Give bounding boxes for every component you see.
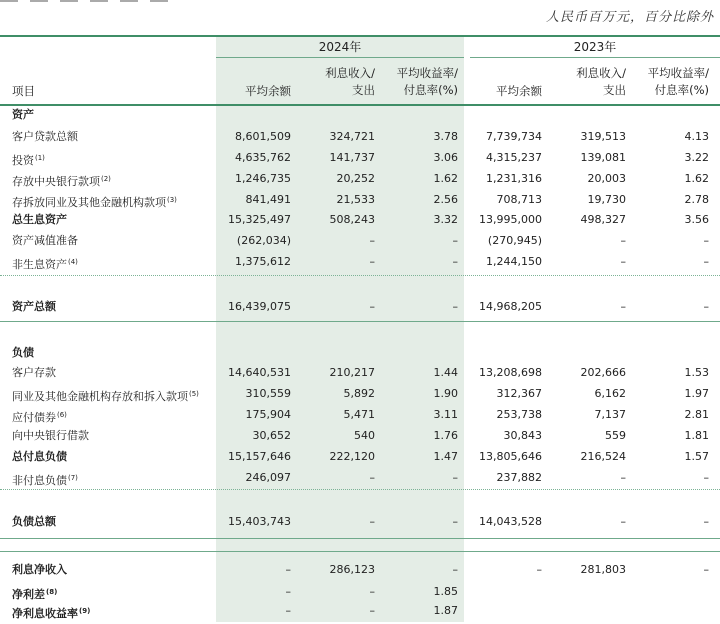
row-label: [12, 512, 56, 532]
cell-interest-2024: –: [369, 585, 375, 598]
cell-interest-2024: –: [369, 300, 375, 313]
footnote-marker: (7): [68, 474, 78, 482]
cell-yield-2023: –: [703, 255, 709, 268]
row-label: [12, 468, 78, 491]
cell-avg-balance-2023: 7,739,734: [486, 130, 542, 143]
row-label-text: 客户贷款总额: [12, 130, 78, 143]
cell-yield-2024: 1.85: [433, 585, 458, 598]
rule-before-net-interest: [0, 551, 720, 552]
cell-interest-2024: –: [369, 604, 375, 617]
cell-avg-balance-2023: 13,208,698: [479, 366, 542, 379]
cell-interest-2023: –: [620, 300, 626, 313]
row-label-text: 负债总额: [12, 515, 56, 528]
cell-interest-2023: 498,327: [580, 213, 626, 226]
cell-interest-2024: 20,252: [336, 172, 375, 185]
cell-avg-balance-2023: 237,882: [496, 471, 542, 484]
cell-yield-2023: 1.62: [684, 172, 709, 185]
cell-yield-2023: 1.53: [684, 366, 709, 379]
cell-interest-2023: –: [620, 234, 626, 247]
cell-avg-balance-2023: 14,043,528: [479, 515, 542, 528]
header-yield-line1: 平均收益率/: [396, 66, 458, 80]
cell-yield-2024: 1.90: [433, 387, 458, 400]
row-label-text: 非生息资产: [12, 258, 67, 271]
footnote-marker: (2): [101, 175, 111, 183]
cell-avg-balance-2024: 30,652: [252, 429, 291, 442]
cell-avg-balance-2023: 13,995,000: [479, 213, 542, 226]
row-total-assets: [0, 297, 720, 317]
footnote-marker: (9): [79, 607, 91, 615]
cell-avg-balance-2024: 15,325,497: [228, 213, 291, 226]
cell-yield-2024: 1.44: [433, 366, 458, 379]
row-label-text: 客户存款: [12, 366, 56, 379]
cell-yield-2024: 1.76: [433, 429, 458, 442]
cell-interest-2024: –: [369, 471, 375, 484]
header-avg-balance-2023: 平均余额: [496, 84, 542, 98]
row-net-interest-margin: [0, 601, 720, 621]
cell-avg-balance-2024: 4,635,762: [235, 151, 291, 164]
cell-yield-2024: 3.78: [433, 130, 458, 143]
row-central-bank-borrowings: [0, 426, 720, 446]
row-label-text: 资产: [12, 108, 34, 121]
row-impairment-allowance: [0, 231, 720, 251]
cell-avg-balance-2023: 1,231,316: [486, 172, 542, 185]
cell-yield-2023: 2.78: [684, 193, 709, 206]
header-interest-line1: 利息收入/: [576, 66, 626, 80]
cell-yield-2024: 1.62: [433, 172, 458, 185]
cell-interest-2024: 508,243: [329, 213, 375, 226]
cell-yield-2024: 3.32: [433, 213, 458, 226]
cell-yield-2023: –: [703, 563, 709, 576]
row-label-text: 应付债券: [12, 411, 56, 424]
row-label-text: 存放中央银行款项: [12, 175, 100, 188]
row-customer-loans: [0, 127, 720, 147]
row-interbank-deposits: [0, 384, 720, 404]
cell-interest-2024: 5,471: [343, 408, 375, 421]
row-label: [12, 363, 56, 383]
cell-interest-2023: 7,137: [594, 408, 626, 421]
row-total-interest-earning-assets: [0, 210, 720, 230]
row-label: [12, 560, 67, 580]
row-label-text: 总付息负债: [12, 450, 67, 463]
row-total-liabilities: [0, 512, 720, 532]
cell-avg-balance-2023: 30,843: [503, 429, 542, 442]
year-2024-underline: [216, 57, 464, 58]
cell-avg-balance-2024: 15,403,743: [228, 515, 291, 528]
cell-interest-2023: 559: [605, 429, 626, 442]
cell-yield-2023: –: [703, 234, 709, 247]
cell-yield-2023: 4.13: [684, 130, 709, 143]
cell-avg-balance-2024: 175,904: [245, 408, 291, 421]
row-label-text: 向中央银行借款: [12, 429, 89, 442]
row-customer-deposits: [0, 363, 720, 383]
cell-interest-2023: 202,666: [580, 366, 626, 379]
cell-avg-balance-2023: 13,805,646: [479, 450, 542, 463]
cell-avg-balance-2024: 8,601,509: [235, 130, 291, 143]
row-interbank-placements: [0, 190, 720, 210]
rule-before-assets-total: [0, 275, 720, 276]
cell-avg-balance-2023: 253,738: [496, 408, 542, 421]
cell-avg-balance-2024: –: [285, 604, 291, 617]
cell-interest-2024: 21,533: [336, 193, 375, 206]
cell-avg-balance-2024: 246,097: [245, 471, 291, 484]
row-label: [12, 384, 199, 407]
cell-avg-balance-2024: 16,439,075: [228, 300, 291, 313]
row-label: [12, 231, 78, 251]
row-label-text: 净利差: [12, 588, 45, 601]
row-label: [12, 252, 78, 275]
cell-avg-balance-2023: 312,367: [496, 387, 542, 400]
row-non-interest-bearing-liabilities: [0, 468, 720, 488]
row-label: [12, 169, 111, 192]
cell-avg-balance-2023: (270,945): [487, 234, 542, 247]
rule-after-liabilities-total: [0, 538, 720, 539]
rule-before-liabilities-total: [0, 489, 720, 490]
cell-interest-2024: –: [369, 515, 375, 528]
cell-interest-2023: 19,730: [587, 193, 626, 206]
cell-yield-2024: –: [452, 234, 458, 247]
row-label: [12, 148, 45, 171]
row-net-interest-spread: [0, 582, 720, 602]
cell-yield-2023: –: [703, 515, 709, 528]
cell-yield-2023: 2.81: [684, 408, 709, 421]
row-label: [12, 127, 78, 147]
row-label-text: 负债: [12, 346, 34, 359]
cell-avg-balance-2024: 15,157,646: [228, 450, 291, 463]
footnote-marker: (1): [35, 154, 45, 162]
cell-interest-2023: 139,081: [580, 151, 626, 164]
cell-avg-balance-2023: 14,968,205: [479, 300, 542, 313]
cell-avg-balance-2024: (262,034): [236, 234, 291, 247]
row-label: [12, 297, 56, 317]
row-label: [12, 343, 34, 363]
header-interest-2023: [576, 65, 626, 99]
cell-interest-2023: –: [620, 255, 626, 268]
cell-interest-2023: 216,524: [580, 450, 626, 463]
cell-yield-2023: 3.56: [684, 213, 709, 226]
cell-yield-2023: 1.97: [684, 387, 709, 400]
header-yield-2024: [397, 65, 458, 99]
header-yield-line2: 付息率(%): [654, 83, 709, 97]
cell-avg-balance-2024: 1,375,612: [235, 255, 291, 268]
cell-interest-2023: –: [620, 515, 626, 528]
row-central-bank-deposits: [0, 169, 720, 189]
header-yield-line1: 平均收益率/: [647, 66, 709, 80]
cell-yield-2024: –: [452, 515, 458, 528]
row-non-interest-earning-assets: [0, 252, 720, 272]
footnote-marker: (8): [46, 588, 58, 596]
row-label-text: 总生息资产: [12, 213, 67, 226]
header-avg-balance-2024: 平均余额: [245, 84, 291, 98]
cell-avg-balance-2023: –: [536, 563, 542, 576]
cell-yield-2023: 3.22: [684, 151, 709, 164]
header-interest-line2: 支出: [603, 83, 626, 97]
row-label-text: 利息净收入: [12, 563, 67, 576]
section-liabilities: [0, 343, 720, 363]
footnote-marker: (3): [167, 196, 177, 204]
footnote-marker: (6): [57, 411, 67, 419]
cell-yield-2024: –: [452, 300, 458, 313]
header-item: 项目: [12, 84, 35, 98]
row-label: [12, 601, 90, 624]
cell-yield-2023: –: [703, 471, 709, 484]
cell-avg-balance-2024: 14,640,531: [228, 366, 291, 379]
row-label-text: 投资: [12, 154, 34, 167]
cell-avg-balance-2023: 4,315,237: [486, 151, 542, 164]
cell-yield-2024: –: [452, 471, 458, 484]
row-investments: [0, 148, 720, 168]
year-2023-header: 2023年: [573, 40, 617, 54]
cell-yield-2024: 3.06: [433, 151, 458, 164]
row-bonds-payable: [0, 405, 720, 425]
row-label: [12, 405, 67, 428]
cell-yield-2024: 1.47: [433, 450, 458, 463]
year-2023-underline: [470, 57, 720, 58]
header-interest-2024: [325, 65, 375, 99]
row-label-text: 同业及其他金融机构存放和拆入款项: [12, 390, 188, 403]
section-assets: [0, 105, 720, 125]
cell-interest-2023: 319,513: [580, 130, 626, 143]
rule-after-assets-total: [0, 321, 720, 322]
footnote-marker: (5): [189, 390, 199, 398]
row-label: [12, 447, 67, 467]
cell-interest-2024: 540: [354, 429, 375, 442]
cell-avg-balance-2024: 841,491: [245, 193, 291, 206]
year-2024-header: 2024年: [318, 40, 362, 54]
cell-yield-2024: –: [452, 255, 458, 268]
row-label-text: 存拆放同业及其他金融机构款项: [12, 196, 166, 209]
table-top-rule: [0, 35, 720, 37]
cell-interest-2024: 141,737: [329, 151, 375, 164]
cell-interest-2023: 20,003: [587, 172, 626, 185]
row-label-text: 非付息负债: [12, 474, 67, 487]
cell-interest-2024: 5,892: [343, 387, 375, 400]
cropped-top-line: [0, 0, 170, 2]
cell-interest-2024: –: [369, 255, 375, 268]
cell-avg-balance-2023: 708,713: [496, 193, 542, 206]
cell-interest-2024: –: [369, 234, 375, 247]
cell-avg-balance-2024: –: [285, 585, 291, 598]
header-interest-line2: 支出: [352, 83, 375, 97]
cell-yield-2024: 2.56: [433, 193, 458, 206]
cell-yield-2024: –: [452, 563, 458, 576]
header-yield-line2: 付息率(%): [403, 83, 458, 97]
row-label-text: 资产减值准备: [12, 234, 78, 247]
cell-interest-2024: 210,217: [329, 366, 375, 379]
header-interest-line1: 利息收入/: [325, 66, 375, 80]
header-yield-2023: [648, 65, 709, 99]
row-label: [12, 105, 34, 125]
row-label-text: 资产总额: [12, 300, 56, 313]
row-net-interest-income: [0, 560, 720, 580]
cell-yield-2024: 3.11: [433, 408, 458, 421]
cell-avg-balance-2024: 1,246,735: [235, 172, 291, 185]
footnote-marker: (4): [68, 258, 78, 266]
row-total-interest-bearing-liabilities: [0, 447, 720, 467]
unit-note: 人民币百万元，百分比除外: [545, 10, 714, 25]
cell-avg-balance-2024: 310,559: [245, 387, 291, 400]
cell-interest-2024: 286,123: [329, 563, 375, 576]
cell-yield-2024: 1.87: [433, 604, 458, 617]
cell-yield-2023: –: [703, 300, 709, 313]
cell-interest-2023: –: [620, 471, 626, 484]
row-label: [12, 210, 67, 230]
cell-interest-2023: 6,162: [594, 387, 626, 400]
cell-yield-2023: 1.57: [684, 450, 709, 463]
cell-yield-2023: 1.81: [684, 429, 709, 442]
row-label-text: 净利息收益率: [12, 607, 78, 620]
cell-avg-balance-2024: –: [285, 563, 291, 576]
cell-avg-balance-2023: 1,244,150: [486, 255, 542, 268]
row-label: [12, 426, 89, 446]
cell-interest-2023: 281,803: [580, 563, 626, 576]
cell-interest-2024: 222,120: [329, 450, 375, 463]
cell-interest-2024: 324,721: [329, 130, 375, 143]
